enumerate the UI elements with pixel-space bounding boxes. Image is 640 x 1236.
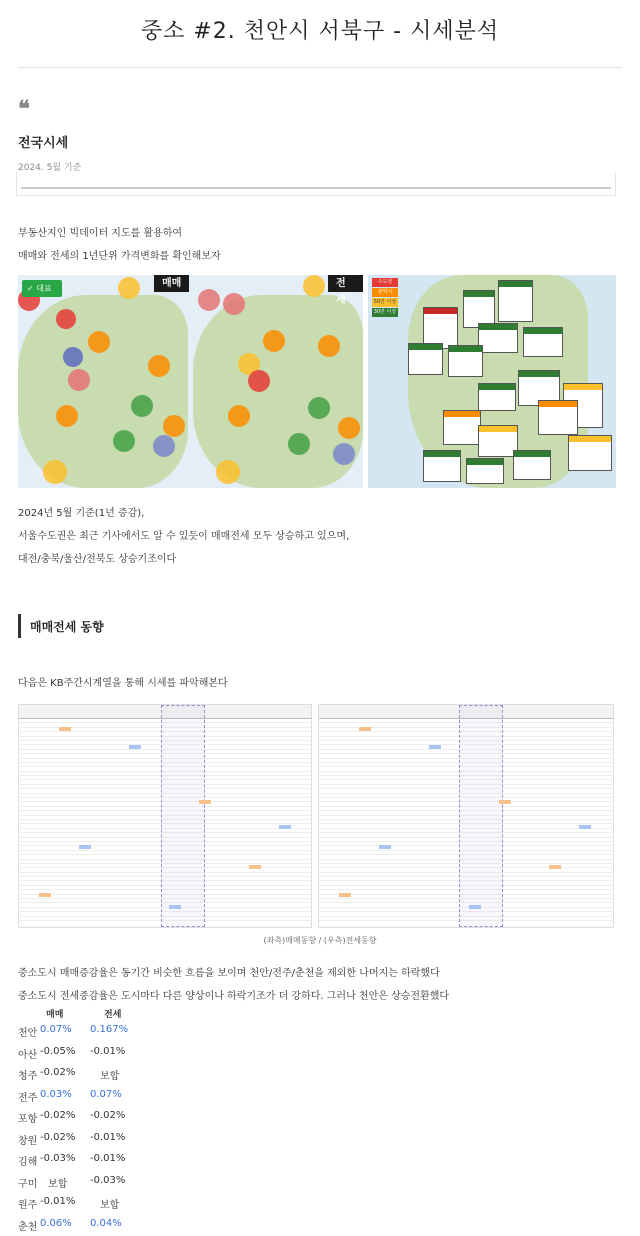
page-title: 중소 #2. 천안시 서북구 - 시세분석 (140, 19, 500, 44)
map-circle (308, 397, 330, 419)
stat-sale-value: -0.03% (40, 1153, 76, 1164)
stat-city: 원주 (18, 1200, 38, 1211)
map-circle (228, 405, 250, 427)
map-circle (56, 309, 76, 329)
intro-line-1: 부동산지인 빅데이터 지도를 활용하여 (18, 228, 183, 239)
analysis-line-2: 중소도시 전세증감율은 도시마다 다른 양상이나 하락기조가 더 강하다. 그러나 천안은 상승전환했다 (18, 991, 450, 1002)
summary-line-3: 대전/충북/울산/전북도 상승기조이다 (18, 554, 177, 565)
highlighted-cell (429, 745, 441, 749)
map-circle (148, 355, 170, 377)
stat-city: 춘천 (18, 1221, 38, 1233)
summary-line-2: 서울수도권은 최근 기사에서도 알 수 있듯이 매매전세 모두 상승하고 있으며, (18, 531, 350, 542)
map-circle (88, 331, 110, 353)
info-card (498, 280, 533, 322)
intro-line-2: 매매와 전세의 1년단위 가격변화를 확인해보자 (18, 251, 221, 262)
map-circle (131, 395, 153, 417)
highlighted-cell (339, 893, 351, 897)
analysis-text (18, 962, 449, 1008)
legend-capital: 수도권 (372, 278, 398, 287)
stat-sale-value: -0.05% (40, 1045, 76, 1057)
stat-col-sale: 매매 (46, 1010, 64, 1020)
title-divider (18, 67, 622, 68)
stat-city: 천안 (18, 1028, 38, 1039)
info-card (513, 450, 551, 480)
highlighted-cell (279, 825, 291, 829)
map-circle (303, 275, 325, 297)
highlight-column (459, 705, 503, 927)
info-card (478, 323, 518, 353)
highlighted-cell (79, 845, 91, 849)
highlighted-cell (59, 727, 71, 731)
highlighted-cell (39, 893, 51, 897)
section-title: 매매전세 동향 (30, 620, 104, 634)
highlighted-cell (549, 865, 561, 869)
info-card (443, 410, 481, 445)
stat-city: 창원 (18, 1135, 38, 1147)
stat-city: 전주 (18, 1092, 38, 1104)
highlighted-cell (249, 865, 261, 869)
info-card (478, 383, 516, 411)
jeonse-trend-table-image (318, 704, 614, 928)
legend-metro: 광역시 (372, 288, 398, 297)
summary-line-1: 2024년 5월 기준(1년 증감), (18, 508, 145, 519)
highlighted-cell (579, 825, 591, 829)
map-circle (43, 460, 67, 484)
info-card (408, 343, 443, 375)
highlighted-cell (379, 845, 391, 849)
map-circle (263, 330, 285, 352)
highlighted-cell (499, 800, 511, 804)
stat-jeonse-value: -0.03% (90, 1174, 126, 1186)
intro-text (18, 222, 221, 268)
stat-city: 포항 (18, 1114, 38, 1125)
highlighted-cell (129, 745, 141, 749)
representative-badge[interactable]: ✓ 대표 (22, 280, 62, 297)
map-circle (163, 415, 185, 437)
stat-city: 구미 (18, 1178, 38, 1190)
info-card (538, 400, 578, 435)
table-caption: (좌측)매매동향 / (우측)전세동향 (263, 936, 377, 945)
map-circle (288, 433, 310, 455)
stat-jeonse-value: -0.01% (90, 1153, 126, 1164)
info-card (448, 345, 483, 377)
stat-city: 김해 (18, 1157, 38, 1168)
map-circle (223, 293, 245, 315)
city-info-map-image (368, 275, 616, 488)
map-circle (198, 289, 220, 311)
stat-jeonse-value: 0.167% (90, 1024, 129, 1035)
highlighted-cell (169, 905, 181, 909)
map-circle (333, 443, 355, 465)
stat-sale-value: 0.06% (40, 1217, 72, 1229)
sale-trend-table-image (18, 704, 312, 928)
highlight-column (161, 705, 205, 927)
section-marker (18, 614, 21, 638)
stat-sale-value: -0.02% (40, 1067, 76, 1078)
map-circle (113, 430, 135, 452)
stat-sale-value: 0.07% (40, 1024, 72, 1035)
info-card (478, 425, 518, 457)
legend-300k: 30만 이상 (373, 309, 397, 315)
sale-map-label: 매매 (154, 275, 189, 292)
summary-text (18, 502, 349, 571)
stat-col-jeonse: 전세 (104, 1010, 122, 1020)
info-card (523, 327, 563, 357)
info-card (423, 450, 461, 482)
legend-500k: 50만 이상 (373, 299, 397, 305)
stat-jeonse-value: -0.01% (90, 1131, 126, 1143)
stat-jeonse-value: 0.04% (90, 1217, 122, 1229)
highlighted-cell (359, 727, 371, 731)
quote-date: 2024. 5월 기준 (18, 163, 82, 173)
map-circle (63, 347, 83, 367)
map-circle (56, 405, 78, 427)
map-circle (216, 460, 240, 484)
stat-jeonse-value: 0.07% (90, 1088, 122, 1100)
stat-sale-value: 0.03% (40, 1088, 72, 1100)
stat-sale-value: -0.02% (40, 1131, 76, 1143)
land-shape (18, 295, 188, 488)
quote-heading: 전국시세 (18, 136, 69, 151)
stat-jeonse-value: -0.02% (90, 1110, 126, 1121)
map-circle (318, 335, 340, 357)
stat-city: 아산 (18, 1049, 38, 1061)
quote-box (16, 172, 616, 196)
map-circle (338, 417, 360, 439)
stat-sale-value: -0.01% (40, 1196, 76, 1207)
stat-jeonse-value: -0.01% (90, 1045, 126, 1057)
info-card (568, 435, 612, 471)
sale-jeonse-map-image (18, 275, 363, 488)
stat-jeonse-value: 보합 (100, 1200, 120, 1211)
highlighted-cell (199, 800, 211, 804)
analysis-line-1: 중소도시 매매증감율은 동기간 비슷한 흐름을 보이며 천안/전주/춘천을 제외한 나머지는 하락했다 (18, 968, 440, 979)
stat-sale-value: 보합 (48, 1178, 68, 1190)
jeonse-map-label: 전세 (328, 275, 363, 292)
stat-sale-value: -0.02% (40, 1110, 76, 1121)
stat-jeonse-value: 보합 (100, 1071, 120, 1082)
info-card (466, 458, 504, 484)
quote-underline (21, 187, 611, 189)
quote-icon: ❝ (18, 96, 30, 122)
highlighted-cell (469, 905, 481, 909)
section-lead: 다음은 KB주간시계열을 통해 시세를 파악해본다 (18, 678, 228, 689)
stat-city: 청주 (18, 1071, 38, 1082)
map-circle (153, 435, 175, 457)
map-circle (118, 277, 140, 299)
map-circle (68, 369, 90, 391)
map-circle (248, 370, 270, 392)
